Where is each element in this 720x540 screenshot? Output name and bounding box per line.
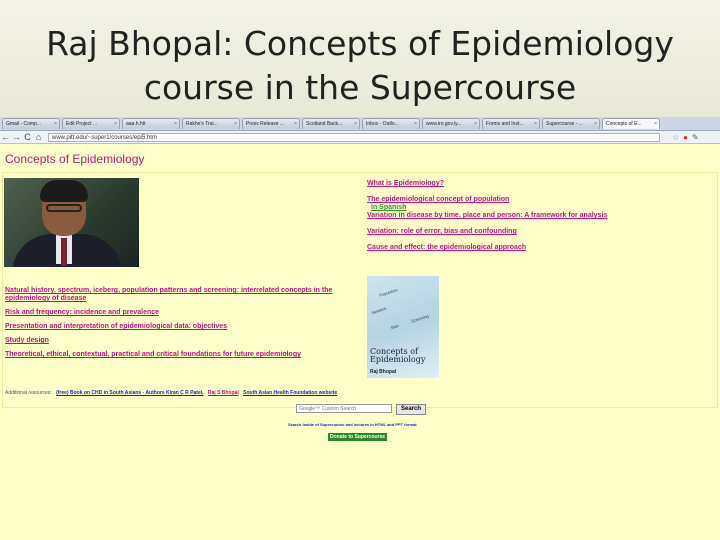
link-in-spanish[interactable]: In Spanish [371,204,407,211]
book-title: Concepts of Epidemiology [370,347,426,364]
extension-icon[interactable]: ● [683,132,689,142]
close-icon: × [294,121,297,127]
close-icon: × [534,121,537,127]
book-cover-image[interactable]: Population Variation Bias Screening Concepts of Epidemiology Raj Bhopal [367,276,439,378]
browser-tab[interactable]: Supercourse - ... × [542,118,600,129]
browser-tab[interactable]: Rakhe's Trai... × [182,118,240,129]
browser-tab[interactable]: Inbox - Outlo... × [362,118,420,129]
book-author: Raj Bhopal [370,369,397,375]
link-variation-framework[interactable]: Variation in disease by time, place and person: A framework for analysis [367,212,608,219]
close-icon: × [654,121,657,127]
browser-tab-bar [0,117,720,131]
link-raj-bhopal[interactable]: Raj S Bhopal [207,390,239,396]
search-note: Search inside of Supercourse and lectures in HTML and PPT format [288,422,417,427]
link-concept-of-population[interactable]: The epidemiological concept of population [367,196,510,203]
close-icon: × [174,121,177,127]
topic-links-left [5,287,345,365]
close-icon: × [114,121,117,127]
browser-tab[interactable]: Gmail - Comp... × [2,118,60,129]
bookmark-star-icon[interactable]: ☆ [672,132,680,142]
home-icon[interactable]: ⌂ [35,132,42,142]
close-icon: × [474,121,477,127]
web-page [0,144,720,540]
donate-button[interactable]: Donate to Supercourse [330,434,386,440]
author-photo [4,178,139,267]
browser-tab[interactable]: Edit Project ... × [62,118,120,129]
browser-tab[interactable]: Scotland Back... × [302,118,360,129]
slide-title [0,0,720,118]
link-sahf-website[interactable]: South Asian Health Foundation website [243,390,338,396]
link-risk-and-frequency[interactable]: Risk and frequency: incidence and prevalence [5,309,160,316]
page-title: Concepts of Epidemiology [5,152,145,166]
close-icon: × [414,121,417,127]
reload-icon[interactable]: C [24,132,31,142]
close-icon: × [54,121,57,127]
slide-title-line-2: course in the Supercourse [143,68,577,107]
link-cause-and-effect[interactable]: Cause and effect: the epidemiological approach [367,244,527,251]
link-natural-history[interactable]: Natural history, spectrum, iceberg, population patterns and screening: interrelated concepts in the epidemiology of disease [5,287,333,302]
link-theoretical-foundations[interactable]: Theoretical, ethical, contextual, practical and critical foundations for future epidemiology [5,351,301,358]
wrench-icon[interactable]: ✎ [692,132,699,142]
additional-resources: Additional resources: (free) Book on CHD in South Asians - Authors Kiran C R Patel, Raj S Bhopal South Asian Health Foundation website [5,390,338,396]
search-button[interactable]: Search [396,404,426,415]
search-input[interactable] [296,404,392,413]
browser-tab[interactable]: Press Release ... × [242,118,300,129]
forward-icon[interactable]: → [12,132,21,142]
browser-tab-active[interactable]: Concepts of E... × [602,118,660,129]
close-icon: × [594,121,597,127]
slide-title-line-1: Raj Bhopal: Concepts of Epidemiology [46,24,674,63]
browser-tab[interactable]: Forms and Inst... × [482,118,540,129]
link-study-design[interactable]: Study design [5,337,49,344]
link-presentation-data[interactable]: Presentation and interpretation of epidemiological data: objectives [5,323,228,330]
back-icon[interactable]: ← [1,132,10,142]
link-chd-book[interactable]: (free) Book on CHD in South Asians - Authors Kiran C R Patel, [56,390,204,396]
browser-toolbar [0,131,720,144]
link-error-bias-confounding[interactable]: Variation: role of error, bias and confounding [367,228,517,235]
close-icon: × [354,121,357,127]
topic-links-right [367,180,607,260]
browser-tab[interactable]: www.iro.gov.ly... × [422,118,480,129]
browser-tab[interactable]: aaa.h.htt × [122,118,180,129]
address-bar[interactable]: www.pitt.edu/~super1/courses/epi5.htm [48,133,660,142]
close-icon: × [234,121,237,127]
link-what-is-epidemiology[interactable]: What is Epidemiology? [367,180,445,187]
search-form [296,404,426,415]
